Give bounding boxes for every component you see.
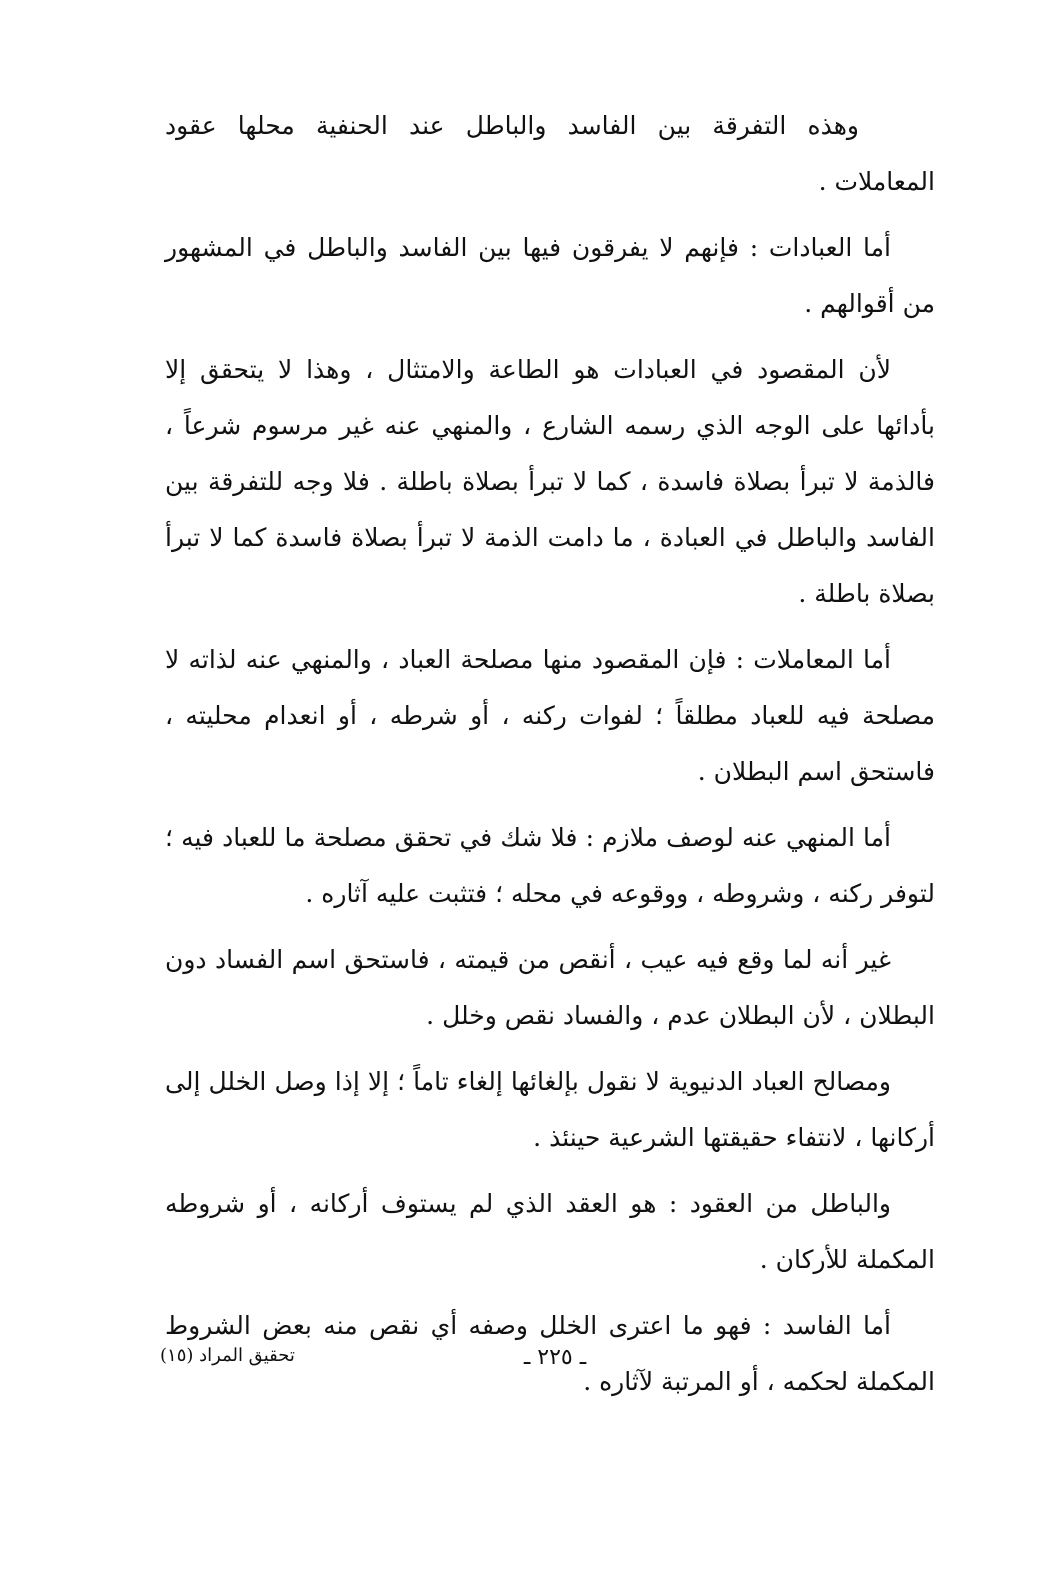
paragraph: والباطل من العقود : هو العقد الذي لم يستوف أركانه ، أو شروطه المكملة للأركان . — [165, 1189, 935, 1274]
paragraph: أما المعاملات : فإن المقصود منها مصلحة العباد ، والمنهي عنه لذاته لا مصلحة فيه للعباد مطلقاً ؛ لفوات ركنه ، أو شرطه ، أو انعدام محليته ، فاستحق اسم البطلان . — [165, 645, 935, 786]
paragraph: أما العبادات : فإنهم لا يفرقون فيها بين الفاسد والباطل في المشهور من أقوالهم . — [165, 233, 935, 318]
paragraph: أما الفاسد : فهو ما اعترى الخلل وصفه أي نقص منه بعض الشروط المكملة لحكمه ، أو المرتبة لآثاره . — [165, 1311, 935, 1396]
paragraph: وهذه التفرقة بين الفاسد والباطل عند الحنفية محلها عقود المعاملات . — [165, 111, 935, 196]
page-footer — [160, 1345, 940, 1381]
book-signature: تحقيق المراد (١٥) — [160, 1345, 295, 1366]
paragraph: غير أنه لما وقع فيه عيب ، أنقص من قيمته ، فاستحق اسم الفساد دون البطلان ، لأن البطلان عدم ، والفساد نقص وخلل . — [165, 945, 935, 1030]
body-text — [165, 98, 935, 1420]
paragraph: لأن المقصود في العبادات هو الطاعة والامتثال ، وهذا لا يتحقق إلا بأدائها على الوجه الذي رسمه الشارع ، والمنهي عنه غير مرسوم شرعاً ، فالذمة لا تبرأ بصلاة فاسدة ، كما لا تبرأ بصلاة باطلة . فلا وجه للتفرقة بين الفاسد والباطل في العبادة ، ما دامت الذمة لا تبرأ بصلاة فاسدة كما لا تبرأ بصلاة باطلة . — [165, 355, 935, 608]
page-number: ـ ٢٢٥ ـ — [523, 1345, 587, 1370]
paragraph: ومصالح العباد الدنيوية لا نقول بإلغائها إلغاء تاماً ؛ إلا إذا وصل الخلل إلى أركانها ، لانتفاء حقيقتها الشرعية حينئذ . — [165, 1067, 935, 1152]
paragraph: أما المنهي عنه لوصف ملازم : فلا شك في تحقق مصلحة ما للعباد فيه ؛ لتوفر ركنه ، وشروطه ، ووقوعه في محله ؛ فتثبت عليه آثاره . — [165, 823, 935, 908]
